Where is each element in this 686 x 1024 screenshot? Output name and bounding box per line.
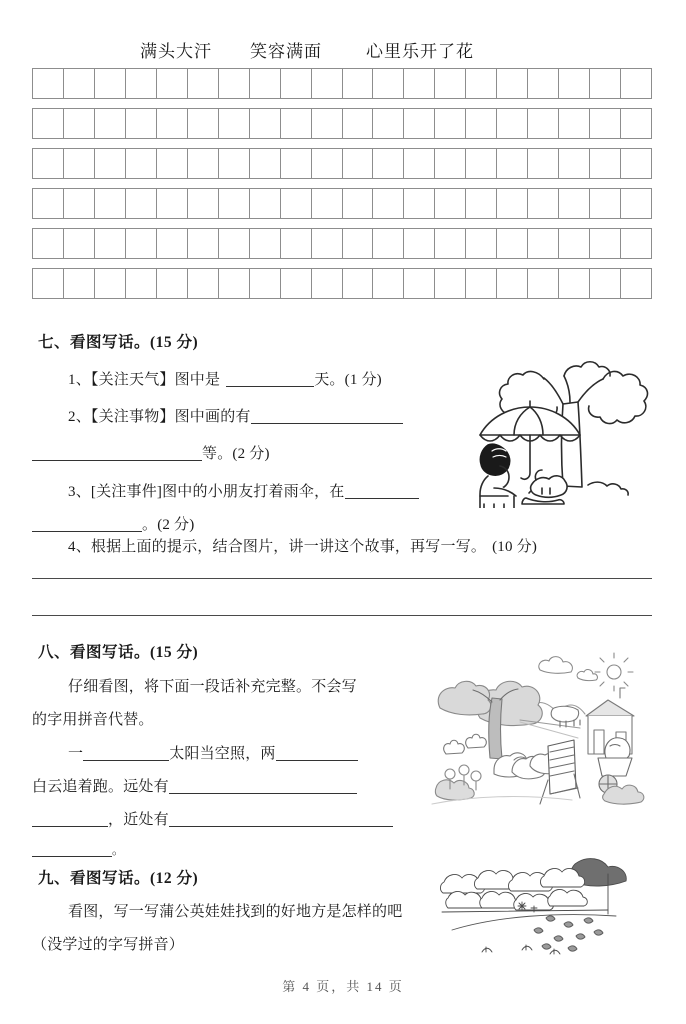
- writing-grid-cell[interactable]: [32, 188, 63, 219]
- writing-grid-cell[interactable]: [527, 268, 558, 299]
- q8-fill-1-a: 一: [68, 746, 84, 762]
- writing-grid-cell[interactable]: [249, 268, 280, 299]
- q8-fill-1-b: 太阳当空照，两: [169, 746, 276, 762]
- writing-grid-cell[interactable]: [372, 188, 403, 219]
- q7-4-number: 4、: [68, 539, 91, 555]
- writing-grid-cell[interactable]: [94, 268, 125, 299]
- writing-grid-cell[interactable]: [589, 148, 620, 179]
- q7-3-text-after: 。(2 分): [142, 517, 195, 533]
- writing-grid-cell[interactable]: [434, 268, 465, 299]
- q7-2-text-before: 【关注事物】图中画的有: [90, 409, 251, 425]
- writing-grid-cell[interactable]: [496, 268, 527, 299]
- q7-4-text-after: (10 分): [492, 539, 538, 555]
- q8-fill-2-a: 白云追着跑。远处有: [32, 779, 169, 795]
- writing-grid-cell[interactable]: [156, 68, 187, 99]
- writing-grid-cell[interactable]: [218, 108, 249, 139]
- q8-fill-3-a: ，近处有: [108, 812, 169, 828]
- writing-grid-cell[interactable]: [280, 108, 311, 139]
- writing-grid-cell[interactable]: [156, 228, 187, 259]
- q7-3-blank-b[interactable]: [32, 516, 142, 532]
- illustration-dandelion-meadow-scene: [438, 858, 652, 966]
- writing-grid-cell[interactable]: [589, 188, 620, 219]
- writing-grid-cell[interactable]: [527, 68, 558, 99]
- q7-item-2-line2: [32, 442, 270, 463]
- illustration-child-with-umbrella-under-tree: [460, 338, 656, 508]
- writing-grid-cell[interactable]: [311, 268, 342, 299]
- writing-grid-cell[interactable]: [372, 148, 403, 179]
- writing-grid-cell[interactable]: [187, 108, 218, 139]
- writing-grid-row: [32, 188, 652, 219]
- writing-grid-cell[interactable]: [589, 228, 620, 259]
- writing-grid-cell[interactable]: [32, 228, 63, 259]
- q8-fill-line-1: [38, 742, 358, 763]
- q7-item-3-line1: [68, 480, 419, 501]
- writing-grid-row: [32, 68, 652, 99]
- writing-grid-cell[interactable]: [94, 188, 125, 219]
- q8-instruction-line-1: [38, 675, 357, 696]
- writing-grid-cell[interactable]: [465, 188, 496, 219]
- q8-fill-line-4: 。: [32, 841, 124, 859]
- writing-grid-cell[interactable]: [311, 108, 342, 139]
- writing-grid-cell[interactable]: [558, 108, 589, 139]
- writing-grid-cell[interactable]: [403, 188, 434, 219]
- writing-grid-cell[interactable]: [620, 188, 652, 219]
- writing-grid-cell[interactable]: [434, 188, 465, 219]
- writing-grid-cell[interactable]: [311, 228, 342, 259]
- writing-grid-cell[interactable]: [434, 228, 465, 259]
- writing-grid-cell[interactable]: [94, 148, 125, 179]
- q7-1-number: 1、: [68, 372, 91, 388]
- writing-grid-cell[interactable]: [434, 148, 465, 179]
- writing-grid-cell[interactable]: [63, 148, 94, 179]
- writing-grid-cell[interactable]: [558, 148, 589, 179]
- writing-grid-cell[interactable]: [32, 268, 63, 299]
- writing-grid-cell[interactable]: [249, 148, 280, 179]
- writing-grid-cell[interactable]: [342, 68, 373, 99]
- writing-grid-cell[interactable]: [558, 188, 589, 219]
- q7-1-blank[interactable]: [226, 371, 314, 387]
- writing-grid-cell[interactable]: [403, 148, 434, 179]
- q8-blank-6[interactable]: [32, 841, 112, 857]
- writing-grid-cell[interactable]: [403, 228, 434, 259]
- writing-grid-cell[interactable]: [249, 228, 280, 259]
- writing-grid-cell[interactable]: [372, 108, 403, 139]
- writing-grid-cell[interactable]: [280, 148, 311, 179]
- q7-3-blank-a[interactable]: [345, 483, 419, 499]
- phrase-1: 满头大汗: [140, 41, 212, 61]
- writing-grid-cell[interactable]: [63, 188, 94, 219]
- writing-grid-cell[interactable]: [527, 228, 558, 259]
- writing-grid-cell[interactable]: [156, 188, 187, 219]
- q8-instruction-text-2: 的字用拼音代替。: [32, 712, 154, 728]
- writing-grid-cell[interactable]: [218, 268, 249, 299]
- writing-grid-cell[interactable]: [342, 148, 373, 179]
- writing-grid-row: [32, 148, 652, 179]
- writing-grid-cell[interactable]: [620, 228, 652, 259]
- writing-grid-cell[interactable]: [620, 68, 652, 99]
- writing-grid-cell[interactable]: [32, 108, 63, 139]
- writing-grid-cell[interactable]: [125, 148, 156, 179]
- writing-grid-cell[interactable]: [342, 108, 373, 139]
- q8-blank-1[interactable]: [83, 745, 169, 761]
- writing-grid-cell[interactable]: [156, 108, 187, 139]
- q7-item-2-line1: [68, 405, 403, 426]
- writing-grid-cell[interactable]: [280, 68, 311, 99]
- writing-grid-cell[interactable]: [527, 188, 558, 219]
- q8-instruction-line-2: [32, 708, 154, 729]
- writing-grid-cell[interactable]: [342, 268, 373, 299]
- writing-grid-cell[interactable]: [156, 148, 187, 179]
- writing-grid-cell[interactable]: [94, 228, 125, 259]
- writing-grid-cell[interactable]: [558, 228, 589, 259]
- q9-instruction-text-1: 看图，写一写蒲公英娃娃找到的好地方是怎样的吧: [68, 904, 403, 920]
- phrase-row: [32, 36, 652, 62]
- writing-grid-cell[interactable]: [434, 108, 465, 139]
- writing-grid-cell[interactable]: [527, 108, 558, 139]
- writing-grid-cell[interactable]: [187, 228, 218, 259]
- q7-2-number: 2、: [68, 409, 91, 425]
- writing-grid-cell[interactable]: [218, 148, 249, 179]
- writing-grid-row: [32, 108, 652, 139]
- writing-grid-cell[interactable]: [465, 68, 496, 99]
- writing-grid-cell[interactable]: [32, 148, 63, 179]
- writing-grid-cell[interactable]: [218, 228, 249, 259]
- q8-blank-5[interactable]: [169, 811, 393, 827]
- q8-blank-3[interactable]: [169, 778, 357, 794]
- q7-4-text-before: 根据上面的提示，结合图片，讲一讲这个故事，再写一写。: [90, 539, 487, 555]
- section-seven-heading: 七、看图写话。(15 分): [38, 334, 199, 351]
- q8-blank-4[interactable]: [32, 811, 108, 827]
- writing-grid-cell[interactable]: [589, 68, 620, 99]
- writing-grid-cell[interactable]: [280, 188, 311, 219]
- writing-grid-cell[interactable]: [63, 228, 94, 259]
- writing-grid-cell[interactable]: [187, 68, 218, 99]
- q8-fill-line-3: [32, 808, 393, 829]
- writing-grid-cell[interactable]: [403, 268, 434, 299]
- writing-grid-cell[interactable]: [125, 228, 156, 259]
- writing-grid-cell[interactable]: [620, 108, 652, 139]
- phrase-2: 笑容满面: [250, 41, 322, 61]
- writing-grid-cell[interactable]: [311, 148, 342, 179]
- writing-grid-cell[interactable]: [63, 68, 94, 99]
- writing-grid-cell[interactable]: [496, 188, 527, 219]
- q7-item-1: [68, 368, 382, 389]
- writing-grid-cell[interactable]: [94, 68, 125, 99]
- writing-grid-cell[interactable]: [187, 268, 218, 299]
- q8-blank-2[interactable]: [276, 745, 358, 761]
- page-footer: 第 4 页，共 14 页: [282, 979, 404, 994]
- writing-grid-row: [32, 228, 652, 259]
- writing-grid-cell[interactable]: [311, 68, 342, 99]
- writing-grid-cell[interactable]: [280, 268, 311, 299]
- writing-grid-cell[interactable]: [372, 228, 403, 259]
- writing-grid-cell[interactable]: [125, 68, 156, 99]
- writing-grid: [32, 68, 652, 308]
- q8-fill-line-2: [32, 775, 357, 796]
- q7-2-blank-b[interactable]: [32, 445, 202, 461]
- section-eight-heading: 八、看图写话。(15 分): [38, 644, 199, 661]
- writing-grid-cell[interactable]: [249, 108, 280, 139]
- writing-grid-cell[interactable]: [249, 68, 280, 99]
- writing-grid-cell[interactable]: [403, 108, 434, 139]
- writing-grid-cell[interactable]: [372, 68, 403, 99]
- writing-grid-cell[interactable]: [372, 268, 403, 299]
- writing-grid-cell[interactable]: [311, 188, 342, 219]
- writing-grid-cell[interactable]: [249, 188, 280, 219]
- q7-2-blank-a[interactable]: [251, 408, 403, 424]
- answer-rule-2[interactable]: [32, 615, 652, 616]
- writing-grid-cell[interactable]: [187, 148, 218, 179]
- writing-grid-cell[interactable]: [156, 268, 187, 299]
- writing-grid-cell[interactable]: [125, 188, 156, 219]
- answer-rule-1[interactable]: [32, 578, 652, 579]
- writing-grid-cell[interactable]: [403, 68, 434, 99]
- q7-1-text-before: 【关注天气】图中是: [90, 372, 221, 388]
- q9-instruction-text-2: （没学过的字写拼音）: [32, 937, 185, 953]
- writing-grid-cell[interactable]: [218, 188, 249, 219]
- writing-grid-cell[interactable]: [496, 68, 527, 99]
- writing-grid-cell[interactable]: [280, 228, 311, 259]
- writing-grid-cell[interactable]: [589, 108, 620, 139]
- writing-grid-cell[interactable]: [620, 268, 652, 299]
- q7-2-text-after: 等。(2 分): [202, 446, 270, 462]
- q7-item-3-line2: [32, 513, 194, 534]
- writing-grid-cell[interactable]: [589, 268, 620, 299]
- phrase-3: 心里乐开了花: [366, 41, 474, 61]
- writing-grid-cell[interactable]: [465, 268, 496, 299]
- q7-item-4: [68, 535, 537, 556]
- writing-grid-cell[interactable]: [527, 148, 558, 179]
- writing-grid-cell[interactable]: [620, 148, 652, 179]
- writing-grid-cell[interactable]: [342, 228, 373, 259]
- writing-grid-cell[interactable]: [465, 148, 496, 179]
- q7-1-text-after: 天。(1 分): [314, 372, 382, 388]
- writing-grid-cell[interactable]: [342, 188, 373, 219]
- writing-grid-cell[interactable]: [125, 268, 156, 299]
- writing-grid-cell[interactable]: [496, 148, 527, 179]
- writing-grid-cell[interactable]: [558, 68, 589, 99]
- q9-instruction-line-2: [32, 933, 184, 954]
- writing-grid-cell[interactable]: [558, 268, 589, 299]
- writing-grid-cell[interactable]: [63, 108, 94, 139]
- writing-grid-cell[interactable]: [32, 68, 63, 99]
- q7-3-text-before: [关注事件]图中的小朋友打着雨伞，在: [90, 484, 345, 500]
- writing-grid-cell[interactable]: [434, 68, 465, 99]
- writing-grid-cell[interactable]: [496, 108, 527, 139]
- writing-grid-cell[interactable]: [496, 228, 527, 259]
- q9-instruction-line-1: [38, 900, 402, 921]
- writing-grid-cell[interactable]: [94, 108, 125, 139]
- writing-grid-cell[interactable]: [465, 108, 496, 139]
- writing-grid-cell[interactable]: [218, 68, 249, 99]
- section-nine-heading: 九、看图写话。(12 分): [38, 870, 199, 887]
- illustration-countryside-farm-scene: [428, 648, 656, 810]
- writing-grid-cell[interactable]: [187, 188, 218, 219]
- writing-grid-cell[interactable]: [125, 108, 156, 139]
- writing-grid-cell[interactable]: [465, 228, 496, 259]
- q7-3-number: 3、: [68, 484, 91, 500]
- q8-instruction-text-1: 仔细看图，将下面一段话补充完整。不会写: [68, 679, 357, 695]
- writing-grid-cell[interactable]: [63, 268, 94, 299]
- writing-grid-row: [32, 268, 652, 299]
